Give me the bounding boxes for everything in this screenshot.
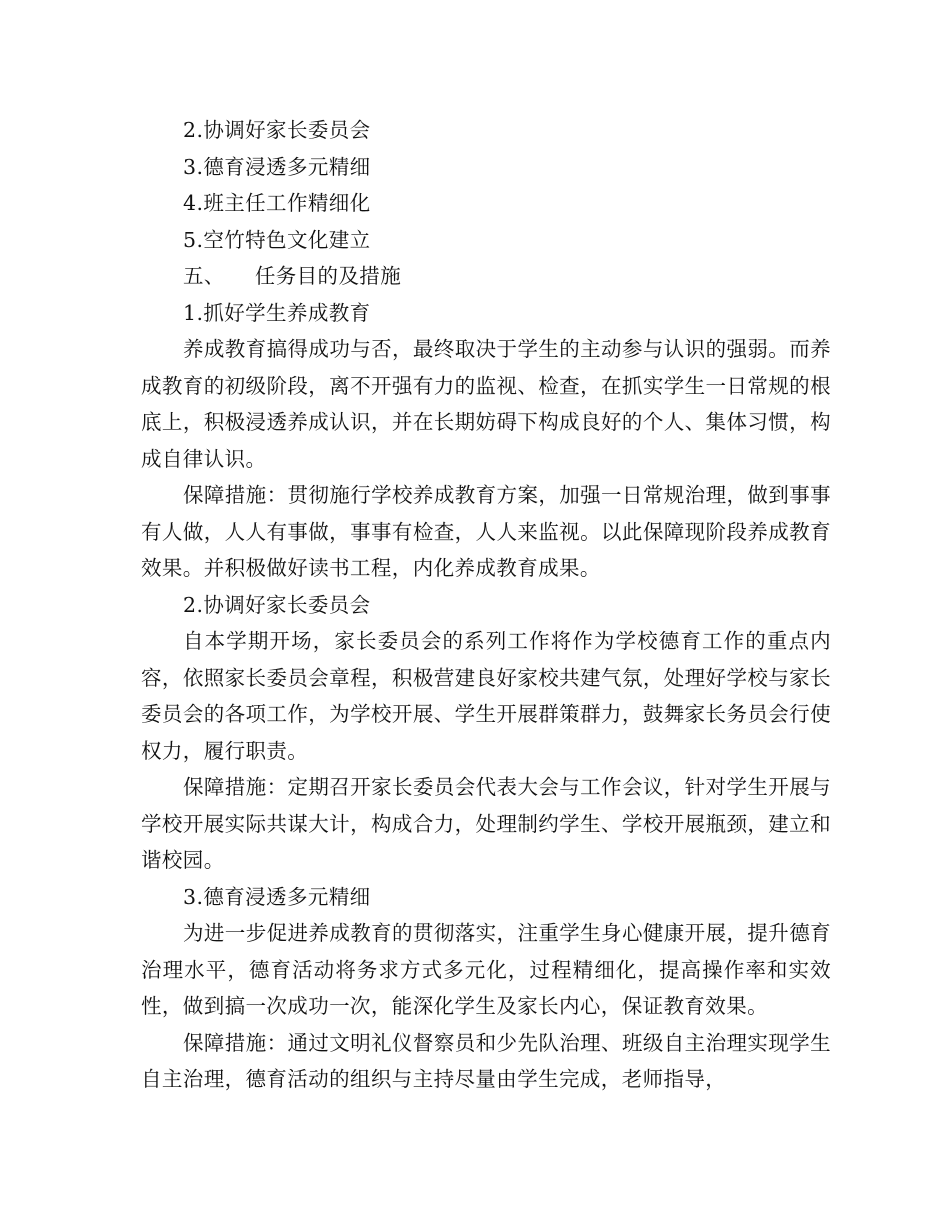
paragraph: 保障措施：贯彻施行学校养成教育方案，加强一日常规治理，做到事事有人做，人人有事做，事事有检查，人人来监视。以此保障现阶段养成教育效果。并积极做好读书工程，内化养成教育成果。 (141, 483, 831, 580)
paragraph: 自本学期开场，家长委员会的系列工作将作为学校德育工作的重点内容，依照家长委员会章程，积极营建良好家校共建气氛，处理好学校与家长委员会的各项工作，为学校开展、学生开展群策群力，鼓舞家长务员会行使权力，履行职责。 (141, 629, 831, 763)
list-item: 5.空竹特色文化建立 (183, 227, 371, 252)
section-number: 五、 (183, 264, 225, 288)
paragraph: 保障措施：通过文明礼仪督察员和少先队治理、班级自主治理实现学生自主治理，德育活动的组织与主持尽量由学生完成，老师指导， (141, 1030, 831, 1091)
list-item: 4.班主任工作精细化 (183, 191, 371, 215)
section-heading (141, 258, 831, 295)
subsection-heading: 3.德育浸透多元精细 (183, 884, 371, 909)
list-item: 3.德育浸透多元精细 (183, 154, 371, 179)
subsection-heading: 1.抓好学生养成教育 (183, 300, 371, 325)
paragraph: 养成教育搞得成功与否，最终取决于学生的主动参与认识的强弱。而养成教育的初级阶段，离不开强有力的监视、检查，在抓实学生一日常规的根底上，积极浸透养成认识，并在长期妨碍下构成良好的个人、集体习惯，构成自律认识。 (141, 337, 831, 471)
paragraph: 为进一步促进养成教育的贯彻落实，注重学生身心健康开展，提升德育治理水平，德育活动将务求方式多元化，过程精细化，提高操作率和实效性，做到搞一次成功一次，能深化学生及家长内心，保证教育效果。 (141, 921, 831, 1018)
list-item: 2.协调好家长委员会 (183, 118, 371, 142)
section-title: 任务目的及措施 (254, 264, 402, 288)
paragraph: 保障措施：定期召开家长委员会代表大会与工作会议，针对学生开展与学校开展实际共谋大计，构成合力，处理制约学生、学校开展瓶颈，建立和谐校园。 (141, 775, 831, 872)
subsection-heading: 2.协调好家长委员会 (183, 592, 371, 617)
document-body (141, 112, 831, 1098)
